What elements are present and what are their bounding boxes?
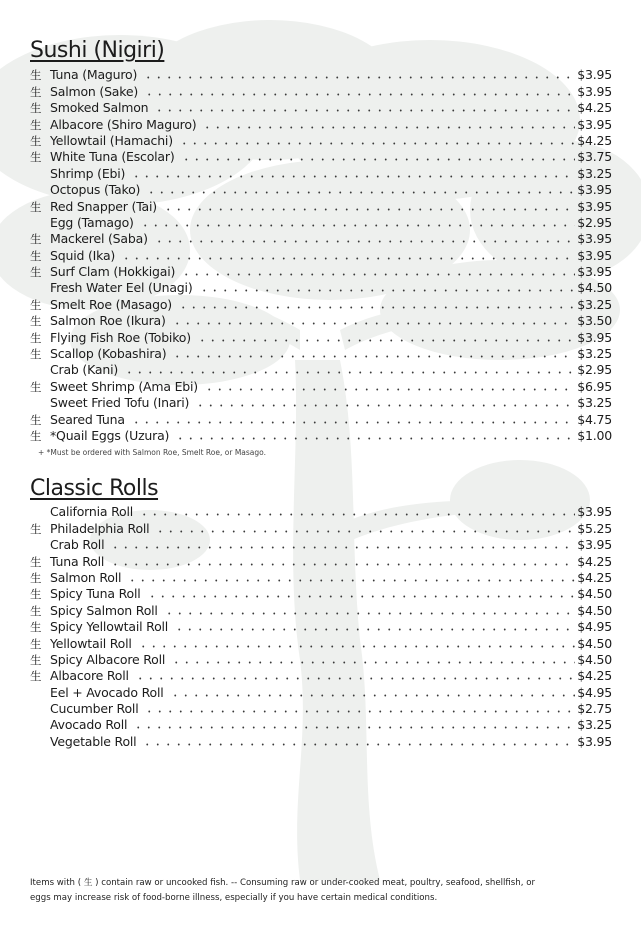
menu-item-name: Sweet Fried Tofu (Inari) [50, 395, 190, 411]
menu-item [30, 394, 612, 410]
menu-item [30, 427, 612, 443]
menu-item-price: $3.25 [577, 395, 612, 411]
sushi-section-title: Sushi (Nigiri) [30, 38, 165, 63]
raw-fish-icon: 生 [30, 521, 42, 536]
menu-item-name: Salmon Roe (Ikura) [50, 313, 166, 329]
rolls-section-title: Classic Rolls [30, 476, 159, 501]
menu-item [30, 164, 612, 180]
dot-leader [171, 661, 575, 664]
disclaimer-line-2: eggs may increase risk of food-borne illness, especially if you have certain medical conditions. [30, 893, 438, 903]
menu-item [30, 552, 612, 568]
menu-item-price: $3.75 [577, 149, 612, 165]
menu-item-price: $3.25 [577, 717, 612, 733]
menu-item-price: $4.95 [577, 619, 612, 635]
dot-leader [144, 93, 575, 96]
dot-leader [121, 257, 575, 260]
menu-item [30, 246, 612, 262]
menu-item [30, 503, 612, 519]
dot-leader [163, 208, 575, 211]
menu-item-name: Philadelphia Roll [50, 520, 150, 536]
menu-item [30, 377, 612, 393]
dot-leader [155, 530, 575, 533]
menu-item-price: $4.25 [577, 668, 612, 684]
menu-item-name: Avocado Roll [50, 717, 128, 733]
menu-item-name: Spicy Salmon Roll [50, 602, 158, 618]
menu-item-name: Shrimp (Ebi) [50, 165, 126, 181]
menu-item-price: $3.95 [577, 329, 612, 345]
raw-fish-icon: 生 [30, 117, 42, 132]
dot-leader [135, 677, 575, 680]
dot-leader [164, 612, 576, 615]
dot-leader [110, 563, 575, 566]
dot-leader [110, 546, 575, 549]
menu-item-name: California Roll [50, 504, 134, 520]
menu-item [30, 683, 612, 699]
raw-fish-icon: 生 [30, 265, 42, 280]
menu-item-price: $4.50 [577, 586, 612, 602]
menu-item [30, 361, 612, 377]
menu-item-price: $3.95 [577, 504, 612, 520]
menu-item-price: $2.75 [577, 701, 612, 717]
menu-item-name: Cucumber Roll [50, 701, 139, 717]
menu-item [30, 132, 612, 148]
raw-fish-icon: 生 [30, 314, 42, 329]
dot-leader [197, 339, 575, 342]
menu-item-name: Tuna Roll [50, 553, 105, 569]
menu-item [30, 585, 612, 601]
raw-fish-icon: 生 [30, 68, 42, 83]
raw-fish-icon: 生 [30, 603, 42, 618]
raw-fish-icon: 生 [30, 669, 42, 684]
menu-item-name: Fresh Water Eel (Unagi) [50, 280, 193, 296]
dot-leader [154, 240, 575, 243]
menu-item [30, 345, 612, 361]
menu-item-name: Spicy Tuna Roll [50, 586, 141, 602]
dot-leader [140, 224, 575, 227]
menu-item-name: Yellowtail Roll [50, 635, 132, 651]
menu-item-price: $3.25 [577, 296, 612, 312]
dot-leader [154, 109, 575, 112]
raw-food-disclaimer [30, 876, 600, 906]
raw-fish-icon: 生 [30, 232, 42, 247]
menu-item-price: $2.95 [577, 214, 612, 230]
menu-item-price: $3.25 [577, 165, 612, 181]
menu-item-name: Spicy Yellowtail Roll [50, 619, 169, 635]
raw-fish-icon: 生 [30, 412, 42, 427]
menu-item-name: Salmon (Sake) [50, 83, 139, 99]
raw-fish-icon: 生 [30, 587, 42, 602]
menu-item [30, 410, 612, 426]
raw-fish-icon: 生 [30, 554, 42, 569]
menu-item-name: Salmon Roll [50, 569, 122, 585]
menu-item [30, 115, 612, 131]
menu-item-name: Scallop (Kobashira) [50, 346, 167, 362]
dot-leader [143, 76, 575, 79]
menu-item-price: $3.95 [577, 264, 612, 280]
menu-item [30, 519, 612, 535]
menu-item-name: Vegetable Roll [50, 733, 137, 749]
menu-item-name: Sweet Shrimp (Ama Ebi) [50, 378, 198, 394]
raw-fish-icon: 生 [30, 570, 42, 585]
menu-item-name: Seared Tuna [50, 411, 125, 427]
dot-leader [131, 175, 575, 178]
dot-leader [133, 726, 575, 729]
menu-item-price: $3.95 [577, 733, 612, 749]
menu-item-name: Octopus (Tako) [50, 182, 141, 198]
raw-fish-icon: 生 [30, 133, 42, 148]
menu-item-name: Flying Fish Roe (Tobiko) [50, 329, 191, 345]
raw-fish-icon: 生 [30, 248, 42, 263]
dot-leader [139, 513, 575, 516]
menu-item-price: $4.95 [577, 684, 612, 700]
dot-leader [175, 437, 575, 440]
menu-item [30, 82, 612, 98]
menu-item-price: $4.50 [577, 602, 612, 618]
menu-item [30, 569, 612, 585]
raw-fish-icon: 生 [30, 297, 42, 312]
dot-leader [124, 371, 575, 374]
menu-item-price: $3.95 [577, 247, 612, 263]
menu-item-price: $5.25 [577, 520, 612, 536]
dot-leader [199, 289, 576, 292]
menu-item [30, 312, 612, 328]
menu-item [30, 732, 612, 748]
menu-item-name: Yellowtail (Hamachi) [50, 132, 173, 148]
menu-item [30, 700, 612, 716]
dot-leader [178, 306, 575, 309]
menu-item-name: Squid (Ika) [50, 247, 116, 263]
dot-leader [179, 142, 575, 145]
menu-item-price: $3.95 [577, 231, 612, 247]
raw-fish-icon: 生 [30, 347, 42, 362]
menu-item-price: $3.95 [577, 182, 612, 198]
menu-item-name: Crab Roll [50, 537, 105, 553]
menu-item [30, 716, 612, 732]
dot-leader [195, 404, 575, 407]
menu-item-price: $6.95 [577, 378, 612, 394]
menu-item-name: Smoked Salmon [50, 100, 149, 116]
menu-item [30, 148, 612, 164]
raw-fish-icon: 生 [30, 101, 42, 116]
disclaimer-line-1: Items with ( 生 ) contain raw or uncooked fish. -- Consuming raw or under-cooked meat, poultry, seafood, shellfish, or [30, 878, 535, 888]
menu-item-price: $3.25 [577, 346, 612, 362]
menu-item-price: $1.00 [577, 427, 612, 443]
menu-item [30, 230, 612, 246]
menu-item-name: Albacore Roll [50, 668, 129, 684]
menu-item [30, 328, 612, 344]
dot-leader [172, 322, 576, 325]
menu-item-name: Spicy Albacore Roll [50, 651, 166, 667]
menu-item [30, 214, 612, 230]
menu-item-price: $3.50 [577, 313, 612, 329]
dot-leader [146, 191, 575, 194]
menu-item-name: Crab (Kani) [50, 362, 119, 378]
dot-leader [202, 126, 575, 129]
dot-leader [138, 645, 576, 648]
dot-leader [172, 355, 575, 358]
dot-leader [181, 273, 575, 276]
menu-item-name: White Tuna (Escolar) [50, 149, 175, 165]
menu-item-price: $2.95 [577, 362, 612, 378]
menu-item-price: $4.50 [577, 635, 612, 651]
raw-fish-icon: 生 [30, 652, 42, 667]
raw-fish-icon: 生 [30, 620, 42, 635]
raw-fish-icon: 生 [30, 330, 42, 345]
menu-item [30, 651, 612, 667]
dot-leader [170, 694, 576, 697]
menu-item-name: Albacore (Shiro Maguro) [50, 116, 197, 132]
menu-item-name: Eel + Avocado Roll [50, 684, 164, 700]
raw-fish-icon: 生 [30, 379, 42, 394]
menu-item [30, 634, 612, 650]
menu-item-name: Egg (Tamago) [50, 214, 134, 230]
menu-item-price: $4.50 [577, 651, 612, 667]
dot-leader [127, 579, 575, 582]
menu-item [30, 263, 612, 279]
menu-item [30, 279, 612, 295]
dot-leader [174, 628, 575, 631]
menu-item-price: $4.25 [577, 132, 612, 148]
menu-item-price: $4.25 [577, 100, 612, 116]
raw-fish-icon: 生 [30, 636, 42, 651]
menu-item [30, 601, 612, 617]
raw-fish-icon: 生 [30, 428, 42, 443]
dot-leader [147, 595, 576, 598]
sushi-footnote: + *Must be ordered with Salmon Roe, Smelt Roe, or Masago. [38, 448, 267, 457]
raw-fish-icon: 生 [30, 199, 42, 214]
menu-item-name: Smelt Roe (Masago) [50, 296, 172, 312]
menu-item-price: $3.95 [577, 537, 612, 553]
dot-leader [142, 743, 575, 746]
menu-item [30, 181, 612, 197]
menu-item-price: $3.95 [577, 67, 612, 83]
menu-item [30, 295, 612, 311]
dot-leader [131, 421, 575, 424]
menu-item [30, 99, 612, 115]
dot-leader [204, 388, 575, 391]
menu-item-price: $3.95 [577, 83, 612, 99]
menu-item-price: $4.25 [577, 569, 612, 585]
menu-item [30, 197, 612, 213]
raw-fish-icon: 生 [30, 150, 42, 165]
menu-item-name: Tuna (Maguro) [50, 67, 138, 83]
raw-fish-icon: 生 [30, 84, 42, 99]
menu-item [30, 618, 612, 634]
dot-leader [144, 710, 575, 713]
menu-item-price: $4.75 [577, 411, 612, 427]
menu-item-price: $4.50 [577, 280, 612, 296]
menu-item [30, 66, 612, 82]
rolls-menu-list [30, 503, 612, 749]
menu-item-name: Red Snapper (Tai) [50, 198, 157, 214]
menu-item-name: Mackerel (Saba) [50, 231, 148, 247]
menu-item-name: Surf Clam (Hokkigai) [50, 264, 176, 280]
menu-item-price: $3.95 [577, 116, 612, 132]
menu-item [30, 667, 612, 683]
menu-item-name: *Quail Eggs (Uzura) [50, 427, 170, 443]
dot-leader [181, 158, 576, 161]
menu-item-price: $4.25 [577, 553, 612, 569]
menu-item-price: $3.95 [577, 198, 612, 214]
sushi-menu-list [30, 66, 612, 443]
menu-item [30, 536, 612, 552]
